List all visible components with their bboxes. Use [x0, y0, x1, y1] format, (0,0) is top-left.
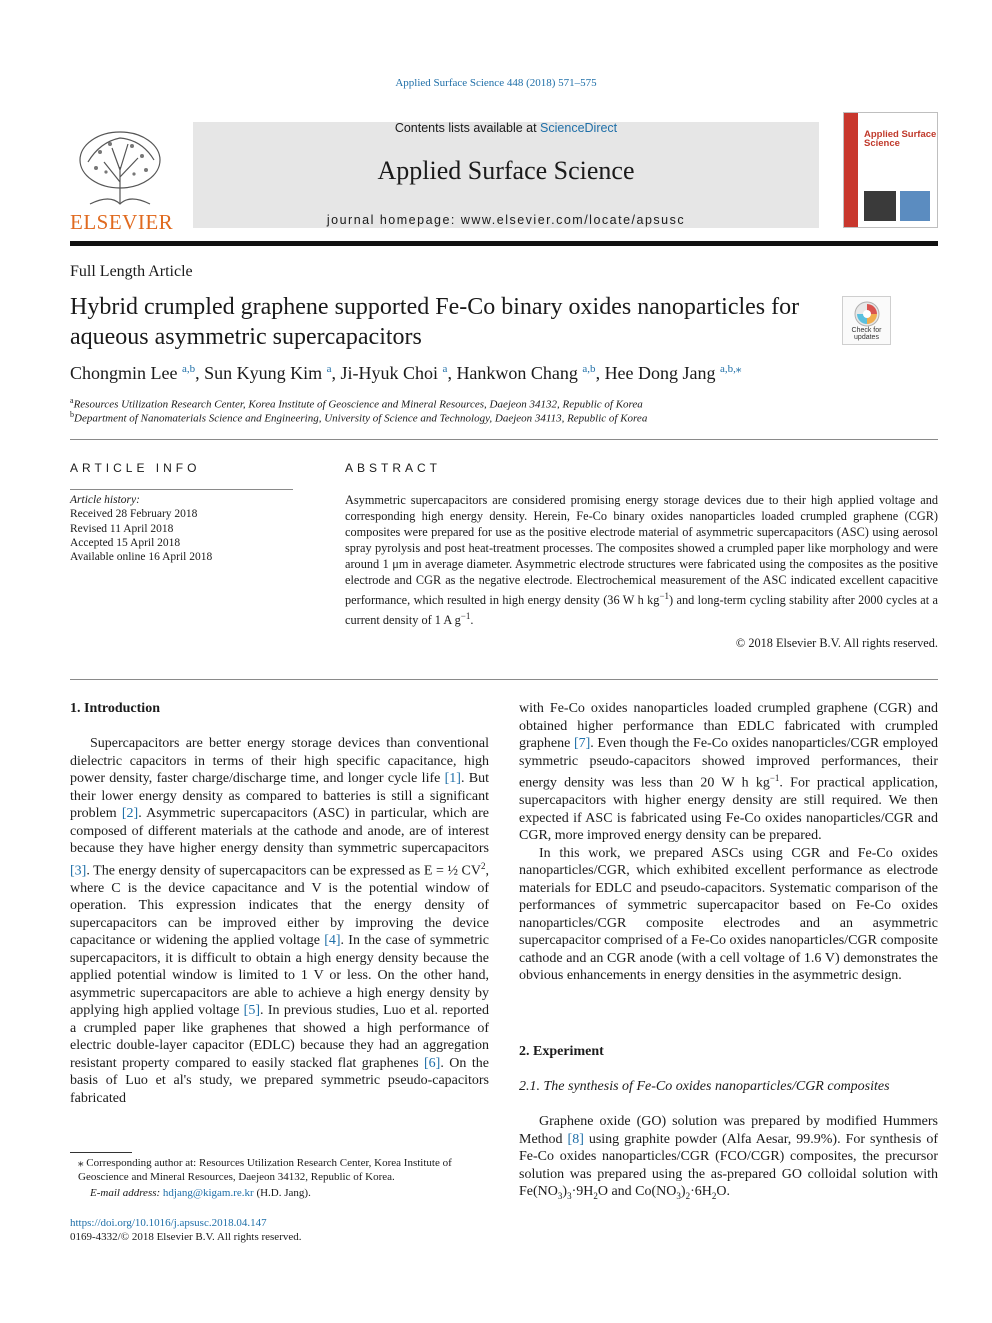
author-affil[interactable]: a,b,⁎	[720, 363, 742, 375]
header-rule	[70, 241, 938, 246]
article-title: Hybrid crumpled graphene supported Fe-Co binary oxides nanoparticles for aqueous asymmetric supercapacitors	[70, 294, 800, 350]
history-received: Received 28 February 2018	[70, 508, 198, 521]
footnote-rule	[70, 1152, 132, 1153]
introduction-paragraph-1: Supercapacitors are better energy storage devices than conventional dielectric capacitors in terms of their high specific capacitance, high power density, faster charge/discharge time, and longer cycle life [1]. But their lower energy density as compared to batteries is still a significant problem [2]. Asymmetric supercapacitors (ASC) in particular, which are composed of different materials at the cathode and anode, are of interest because they have higher energy density than symmetric supercapacitors [3]. The energy density of supercapacitors can be expressed as E = ½ $CV^2$, where C is the device capacitance and V is the potential window of operation. This expression indicates that the energy density of supercapacitors can be improved either by improving the device capacitance or widening the applied voltage [4]. In the case of symmetric supercapacitors, it is difficult to obtain a high energy density because the applied potential window is limited to 1 V or less. On the other hand, asymmetric supercapacitors are able to achieve a high energy density by applying high applied voltage [5]. In previous studies, Luo et al. reported a crumpled paper like graphenes that showed a high performance of electric double-layer capacitor (EDLC) because they had an aggregation resistant property compared to easily stacked flat graphenes [6]. On the basis of Luo et al's study, we prepared symmetric pseudo-capacitors fabricated	[70, 736, 490, 1106]
history-revised: Revised 11 April 2018	[70, 522, 174, 535]
divider	[70, 489, 293, 490]
author-name[interactable]: Hankwon Chang	[456, 363, 578, 383]
affiliation-a: $^a$Resources Utilization Research Center, Korea Institute of Geoscience and Mineral Resources, Daejeon 34132, Republic of Korea	[70, 396, 643, 411]
elsevier-wordmark: ELSEVIER	[70, 210, 174, 234]
citation-link[interactable]: [8]	[567, 1131, 584, 1147]
abstract-heading: ABSTRACT	[345, 461, 442, 475]
article-info-heading: ARTICLE INFO	[70, 461, 201, 475]
section-heading-experiment: 2. Experiment	[519, 1044, 604, 1059]
citation-link[interactable]: [1]	[444, 771, 461, 786]
history-online: Available online 16 April 2018	[70, 551, 213, 564]
email-link[interactable]: hdjang@kigam.re.kr	[162, 1187, 254, 1199]
abstract-copyright: © 2018 Elsevier B.V. All rights reserved.	[735, 636, 938, 650]
citation-link[interactable]: [3]	[70, 863, 87, 879]
history-label: Article history:	[70, 494, 140, 506]
author-affil[interactable]: a,b	[181, 363, 196, 375]
author-name[interactable]: Chongmin Lee	[70, 363, 178, 383]
author-name[interactable]: Hee Dong Jang	[604, 363, 716, 383]
citation-link[interactable]: [7]	[573, 736, 591, 751]
subsection-heading: 2.1. The synthesis of Fe-Co oxides nanoparticles/CGR composites	[519, 1079, 890, 1094]
article-history	[70, 493, 310, 564]
affiliation-b-text: Department of Nanomaterials Science and Engineering, University of Science and Technology, Daejeon 34113, Republic of Korea	[74, 412, 648, 425]
citation-link[interactable]: [6]	[424, 1055, 441, 1071]
journal-cover-thumbnail	[843, 112, 938, 228]
citation-link[interactable]: [4]	[324, 933, 341, 949]
contents-prefix: Contents lists available at	[394, 121, 541, 135]
author-name[interactable]: Ji-Hyuk Choi	[340, 363, 439, 383]
author-affil[interactable]: a	[442, 363, 448, 375]
journal-title: Applied Surface Science	[377, 156, 635, 185]
introduction-paragraph-2: In this work, we prepared ASCs using CGR and Fe-Co oxides nanoparticles/CGR, which exhibited excellent performance as electrode materials for EDLC and pseudo-capacitors. Systematic comparison of the performances of symmetric supercapacitor based on Fe-Co oxides nanoparticles/CGR composite electrodes and an asymmetric supercapacitor comprised of a Fe-Co oxides nanoparticles/CGR composite cathode and an CGR anode (with a cell voltage of 1.6 V) demonstrates the obvious enhancements in energy densities in the asymmetric design.	[519, 845, 938, 984]
footnote-email-line: E-mail address: hdjang@kigam.re.kr (H.D. Jang).	[90, 1187, 311, 1199]
contents-line	[193, 121, 819, 135]
section-heading-introduction: 1. Introduction	[70, 701, 160, 716]
issn-copyright: 0169-4332/© 2018 Elsevier B.V. All rights reserved.	[70, 1231, 302, 1243]
author-affil[interactable]: a	[326, 363, 332, 375]
divider	[70, 679, 938, 680]
article-type: Full Length Article	[70, 263, 193, 280]
check-updates-icon	[854, 301, 880, 327]
history-accepted: Accepted 15 April 2018	[70, 536, 181, 549]
citation-link[interactable]: [2]	[121, 806, 139, 821]
experiment-paragraph: Graphene oxide (GO) solution was prepared by modified Hummers Method [8] using graphite powder (Alfa Aesar, 99.9%). For synthesis of Fe-Co oxides nanoparticles/CGR (FCO/CGR) composites, the precursor solution was prepared using the as-prepared GO colloidal solution with $Fe(NO_3)_3\cdot 9H_2O$ and $Co(NO_3)_2\cdot 6H_2O$.	[519, 1114, 938, 1201]
affiliation-a-text: Resources Utilization Research Center, Korea Institute of Geoscience and Mineral Resources, Daejeon 34132, Republic of Korea	[73, 398, 643, 411]
affiliation-b: $^b$Department of Nanomaterials Science and Engineering, University of Science and Technology, Daejeon 34113, Republic of Korea	[70, 410, 648, 425]
journal-citation[interactable]: Applied Surface Science 448 (2018) 571–575	[395, 77, 597, 89]
cover-red-stripe	[844, 113, 858, 227]
sciencedirect-link[interactable]: ScienceDirect	[540, 121, 618, 135]
introduction-column-2: with Fe-Co oxides nanoparticles loaded crumpled graphene (CGR) and obtained higher performance than EDLC fabricated with crumpled graphene [7]. Even though the Fe-Co oxides nanoparticles/CGR employed symmetric pseudo-capacitors showed improved performances, their energy density was less than 20 W h $kg^{-1}$. For practical application, supercapacitors with higher energy density are still required. We then expected if ASC is fabricated using Fe-Co oxides nanoparticles/CGR and CGR, more improved energy density can be prepared. In this work, we prepared ASCs using CGR and Fe-Co oxides nanoparticles/CGR, which exhibited excellent performance as electrode materials for EDLC and pseudo-capacitors. Systematic comparison of the performances of symmetric supercapacitor based on Fe-Co oxides nanoparticles/CGR composite electrodes and an asymmetric supercapacitor comprised of a Fe-Co oxides nanoparticles/CGR composite cathode and an CGR anode (with a cell voltage of 1.6 V) demonstrates the obvious enhancements in energy densities in the asymmetric design.	[519, 701, 938, 984]
author-list: Chongmin Lee $^{a,b}$, Sun Kyung Kim $^a$, Ji-Hyuk Choi $^a$, Hankwon Chang $^{a,b}$, Hee Dong Jang $^{a,b,⁎}$	[70, 363, 742, 383]
journal-homepage[interactable]: journal homepage: www.elsevier.com/locate/apsusc	[326, 213, 686, 227]
author-name[interactable]: Sun Kyung Kim	[204, 363, 323, 383]
cover-title: Applied Surface Science	[864, 129, 937, 149]
check-for-updates-button[interactable]	[842, 296, 891, 345]
corresponding-author-footnote: ⁎ Corresponding author at: Resources Utilization Research Center, Korea Institute of Geoscience and Mineral Resources, Daejeon 34132, Republic of Korea.	[78, 1157, 452, 1184]
check-updates-label: Check for updates	[851, 327, 882, 341]
author-affil[interactable]: a,b	[582, 363, 596, 375]
doi-link[interactable]: https://doi.org/10.1016/j.apsusc.2018.04.147	[70, 1217, 267, 1229]
abstract-text: Asymmetric supercapacitors are considered promising energy storage devices due to their high applied voltage and corresponding high energy density. Herein, Fe-Co binary oxides nanoparticles loaded crumpled graphene (CGR) composites were prepared for use as the positive electrode material of asymmetric supercapacitors (ASC) using aerosol spray pyrolysis and post heat-treatment processes. The composites showed a crumpled paper like morphology and were around 1 μm in average diameter. Asymmetric electrode structures were fabricated using the composites as the positive electrode and CGR as the negative electrode. Electrochemical measurement of the ASC indicated excellent capacitive performance, which resulted in high energy density (36 W h $kg^{-1}$) and long-term cycling stability after 2000 cycles at a current density of 1 A $g^{-1}$.	[345, 493, 939, 628]
cover-images	[864, 191, 934, 221]
citation-link[interactable]: [5]	[243, 1003, 260, 1019]
divider	[70, 439, 938, 440]
